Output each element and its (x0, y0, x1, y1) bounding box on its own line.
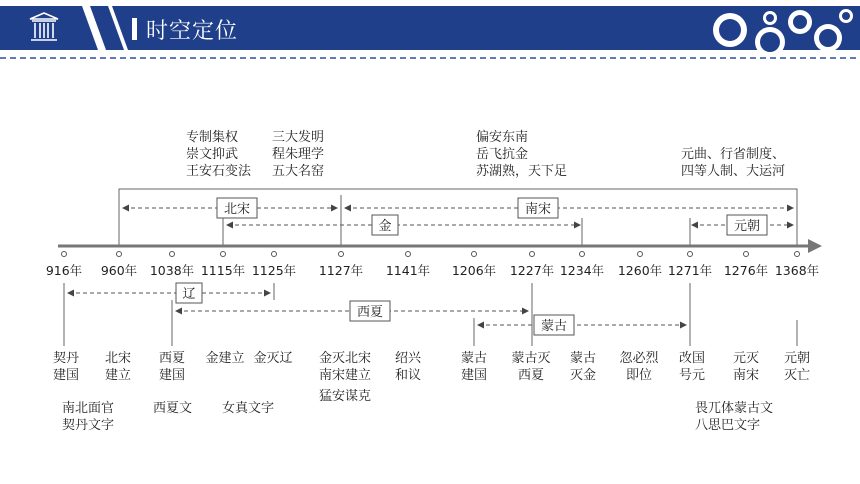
period-nansong (518, 198, 558, 218)
svg-text:畏兀体蒙古文: 畏兀体蒙古文 (695, 401, 774, 416)
event-yuan-falls: 元朝 (783, 351, 811, 366)
top-notes-nansong (476, 129, 567, 179)
year-960: 960年 (100, 263, 138, 278)
event-mongol-destroys-jin: 蒙古 (569, 351, 597, 366)
event-xixia-founding: 西夏 (158, 351, 186, 366)
year-labels (46, 263, 819, 278)
svg-text:崇文抑武: 崇文抑武 (186, 147, 239, 162)
year-1125: 1125年 (251, 263, 297, 278)
svg-text:元曲、行省制度、: 元曲、行省制度、 (681, 147, 786, 162)
period-xixia (350, 301, 390, 321)
year-1260: 1260年 (617, 263, 663, 278)
svg-text:五大名窑: 五大名窑 (272, 164, 325, 179)
svg-text:西夏: 西夏 (356, 305, 384, 320)
note-mongol-script (695, 400, 773, 433)
svg-text:苏湖熟，天下足: 苏湖熟，天下足 (476, 164, 568, 179)
period-menggu (534, 315, 574, 335)
event-yuan-naming: 改国 (678, 351, 706, 366)
svg-text:建立: 建立 (104, 368, 132, 383)
svg-text:建国: 建国 (52, 368, 80, 383)
svg-text:建国: 建国 (460, 368, 488, 383)
svg-text:辽: 辽 (182, 287, 196, 302)
svg-text:北宋: 北宋 (223, 202, 251, 217)
event-beisong-founding: 北宋 (104, 351, 132, 366)
page-title: 时空定位 (146, 19, 239, 44)
period-liao (176, 283, 202, 303)
top-notes-yuan (681, 146, 785, 179)
svg-text:南北面官: 南北面官 (62, 401, 115, 416)
svg-text:岳飞抗金: 岳飞抗金 (476, 147, 529, 162)
note-khitan (62, 400, 114, 433)
event-yuan-destroys-nansong: 元灭 (732, 351, 760, 366)
svg-text:三大发明: 三大发明 (272, 130, 325, 145)
top-notes-song1 (186, 129, 252, 179)
period-yuanchao (727, 215, 767, 235)
svg-text:号元: 号元 (678, 368, 706, 383)
svg-text:和议: 和议 (394, 368, 422, 383)
event-labels (53, 350, 810, 383)
year-1276: 1276年 (723, 263, 769, 278)
event-khitan-founding: 契丹 (52, 351, 80, 366)
svg-text:偏安东南: 偏安东南 (476, 130, 529, 145)
svg-text:南宋: 南宋 (524, 202, 552, 217)
event-shaoxing-treaty: 绍兴 (394, 351, 422, 366)
event-jin-founding: 金建立 (205, 351, 245, 366)
axis-arrow (808, 239, 822, 253)
svg-text:契丹文字: 契丹文字 (62, 418, 115, 433)
note-menggong: 猛安谋克 (318, 389, 372, 404)
svg-text:灭亡: 灭亡 (783, 368, 811, 383)
year-916: 916年 (45, 263, 83, 278)
year-1115: 1115年 (200, 263, 246, 278)
period-jin (372, 215, 398, 235)
svg-text:元朝: 元朝 (733, 219, 761, 234)
event-jin-destroys-liao: 金灭辽 (253, 351, 293, 366)
event-jin-destroys-beisong: 金灭北宋 (318, 351, 372, 366)
year-ticks (62, 252, 800, 257)
year-1141: 1141年 (385, 263, 431, 278)
top-notes-song2 (272, 129, 324, 179)
note-xixia-script: 西夏文 (153, 401, 193, 416)
year-1368: 1368年 (774, 263, 820, 278)
svg-text:王安石变法: 王安石变法 (186, 164, 252, 179)
event-kublai-accession: 忽必烈 (619, 351, 659, 366)
year-1234: 1234年 (559, 263, 605, 278)
event-mongol-destroys-xixia: 蒙古灭 (511, 351, 551, 366)
svg-text:灭金: 灭金 (569, 368, 597, 383)
year-1271: 1271年 (667, 263, 713, 278)
period-beisong (217, 198, 257, 218)
year-1127: 1127年 (318, 263, 364, 278)
year-1038: 1038年 (149, 263, 195, 278)
svg-text:四等人制、大运河: 四等人制、大运河 (681, 164, 786, 179)
svg-text:金: 金 (378, 219, 392, 234)
svg-text:建国: 建国 (158, 368, 186, 383)
svg-text:蒙古: 蒙古 (540, 319, 568, 334)
event-mongol-founding: 蒙古 (460, 351, 488, 366)
year-1227: 1227年 (509, 263, 555, 278)
svg-text:西夏: 西夏 (517, 368, 545, 383)
svg-text:南宋建立: 南宋建立 (318, 368, 372, 383)
note-jurchen-script: 女真文字 (222, 401, 275, 416)
svg-text:即位: 即位 (625, 368, 653, 383)
svg-text:八思巴文字: 八思巴文字 (695, 418, 761, 433)
svg-text:程朱理学: 程朱理学 (272, 147, 325, 162)
svg-text:南宋: 南宋 (732, 368, 760, 383)
year-1206: 1206年 (451, 263, 497, 278)
svg-text:专制集权: 专制集权 (186, 130, 239, 145)
